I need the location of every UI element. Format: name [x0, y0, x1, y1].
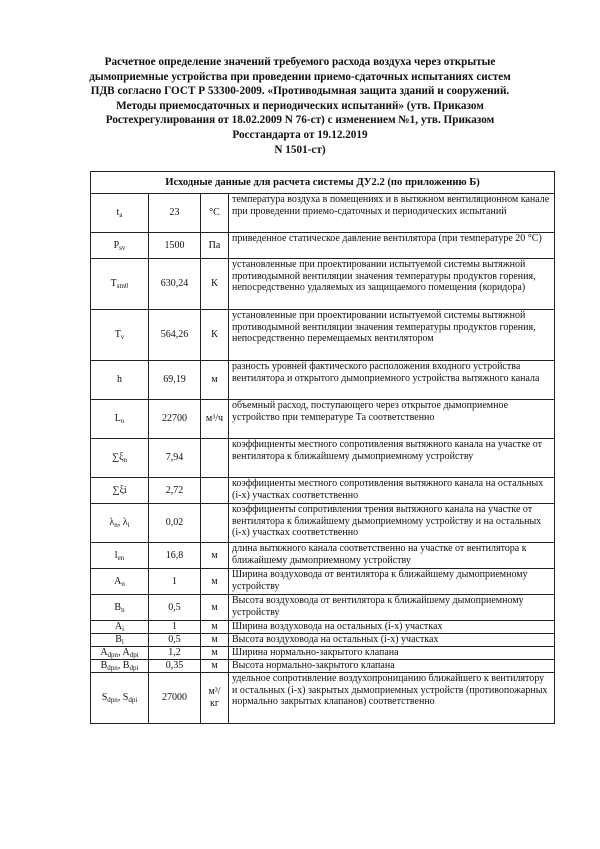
- symbol-base: t: [116, 207, 120, 219]
- row-value: 0,5: [149, 634, 201, 647]
- table-header: Исходные данные для расчета системы ДУ2.2 (по приложению Б): [91, 172, 555, 194]
- symbol-subscript: dpn: [107, 664, 118, 673]
- row-description: длина вытяжного канала соответственно на участке от вентилятора к ближайшему дымоприемному устройству: [229, 543, 555, 569]
- row-value: 0,5: [149, 595, 201, 621]
- row-symbol: $\lambda_n$, $\lambda_i$: [91, 504, 149, 543]
- symbol-base: S: [122, 692, 129, 704]
- table-body: [91, 194, 555, 724]
- row-description: установленные при проектировании испытуемой системы вытяжной противодымной вентиляции значения температуры продуктов горения, непосредственно удаляемых из защищаемого помещения (коридора): [229, 259, 555, 310]
- row-value: 27000: [149, 673, 201, 724]
- row-description: Высота воздуховода от вентилятора к ближайшему дымоприемному устройству: [229, 595, 555, 621]
- table-row: [91, 233, 555, 259]
- row-value: 1,2: [149, 647, 201, 660]
- symbol-base: B: [122, 660, 130, 672]
- symbol-subscript: n: [114, 521, 118, 530]
- row-symbol: [91, 439, 149, 478]
- table-row: [91, 634, 555, 647]
- row-unit: м: [201, 621, 229, 634]
- row-value: 1: [149, 569, 201, 595]
- row-value: 16,8: [149, 543, 201, 569]
- row-symbol: [91, 569, 149, 595]
- symbol-base: λ: [109, 517, 115, 529]
- row-unit: м³/ч: [201, 400, 229, 439]
- symbol-subscript: dpn: [107, 651, 119, 660]
- symbol-subscript: sm0: [116, 282, 129, 291]
- symbol-base: B: [100, 660, 108, 672]
- row-value: 22700: [149, 400, 201, 439]
- symbol-base: B: [114, 601, 122, 613]
- row-description: коэффициенты местного сопротивления вытяжного канала на участке от вентилятора к ближайшему дымоприемному устройству: [229, 439, 555, 478]
- symbol-subscript: dpi: [129, 664, 139, 673]
- symbol-base: l: [114, 549, 118, 561]
- row-value: 0,02: [149, 504, 201, 543]
- row-unit: Па: [201, 233, 229, 259]
- title-line: Росстандарта от 19.12.2019: [232, 128, 368, 141]
- row-description: разность уровней фактического расположения входного устройства вентилятора и открытого дымоприемного устройства вытяжного канала: [229, 361, 555, 400]
- symbol-base: B: [115, 634, 122, 646]
- row-value: 630,24: [149, 259, 201, 310]
- title-line: Ростехрегулирования от 18.02.2009 N 76-ст) с изменением №1, утв. Приказом: [105, 114, 495, 127]
- row-value: 1: [149, 621, 201, 634]
- row-value: 1500: [149, 233, 201, 259]
- table-row: [91, 310, 555, 361]
- row-unit: м: [201, 543, 229, 569]
- symbol-base: S: [101, 692, 108, 704]
- row-description: Высота воздуховода на остальных (i-х) участках: [229, 634, 555, 647]
- row-unit: м: [201, 569, 229, 595]
- row-description: коэффициенты сопротивления трения вытяжного канала на участке от вентилятора к ближайшему дымоприемному устройству и на остальных (i-х) участках соответственно: [229, 504, 555, 543]
- row-symbol: [91, 543, 149, 569]
- row-unit: м: [201, 634, 229, 647]
- symbol-base: λ: [122, 517, 128, 529]
- row-symbol: [91, 478, 149, 504]
- row-unit: К: [201, 310, 229, 361]
- table-row: [91, 504, 555, 543]
- symbol-base: T: [110, 278, 117, 290]
- row-unit: м: [201, 361, 229, 400]
- symbol-base: A: [114, 621, 123, 633]
- row-unit: [201, 478, 229, 504]
- row-unit: °C: [201, 194, 229, 233]
- table-row: [91, 400, 555, 439]
- title-line: ПДВ согласно ГОСТ Р 53300-2009. «Противодымная защита зданий и сооружений.: [90, 85, 510, 98]
- table-row: [91, 259, 555, 310]
- symbol-subscript: sv: [119, 243, 126, 252]
- table-row: [91, 439, 555, 478]
- symbol-base: A: [100, 647, 108, 659]
- title-line: N 1501-ст): [274, 143, 326, 156]
- symbol-subscript: o: [120, 417, 125, 426]
- row-value: 0,35: [149, 660, 201, 673]
- symbol-subscript: i: [122, 625, 125, 634]
- table-row: [91, 673, 555, 724]
- row-symbol: [91, 194, 149, 233]
- symbol-subscript: n: [121, 579, 125, 588]
- table-row: [91, 361, 555, 400]
- row-description: приведенное статическое давление вентилятора (при температуре 20 °С): [229, 233, 555, 259]
- symbol-subscript: v: [120, 333, 125, 342]
- symbol-base: h: [117, 374, 122, 386]
- row-value: 23: [149, 194, 201, 233]
- table-row: [91, 660, 555, 673]
- table-row: [91, 595, 555, 621]
- symbol-base: ∑ξi: [112, 484, 127, 496]
- row-description: удельное сопротивление воздухопроницанию ближайшего к вентилятору и остальных (i-х) закрытых дымоприемных устройств (противопожарных нормально закрытых клапанов) соответственно: [229, 673, 555, 724]
- table-row: [91, 543, 555, 569]
- symbol-base: L: [114, 413, 121, 425]
- symbol-subscript: n: [121, 605, 125, 614]
- row-value: 69,19: [149, 361, 201, 400]
- title-line: Методы приемосдаточных и периодических испытаний» (утв. Приказом: [116, 99, 484, 112]
- row-description: коэффициенты местного сопротивления вытяжного канала на остальных (i-х) участках соответственно: [229, 478, 555, 504]
- row-description: Ширина воздуховода от вентилятора к ближайшему дымоприемному устройству: [229, 569, 555, 595]
- title-line: Расчетное определение значений требуемого расхода воздуха через открытые: [104, 56, 496, 68]
- row-value: 2,72: [149, 478, 201, 504]
- row-unit: м³/кг: [201, 673, 229, 724]
- document-title: [60, 55, 540, 157]
- table-row: [91, 621, 555, 634]
- symbol-base: T: [114, 329, 121, 341]
- table-row: [91, 647, 555, 660]
- row-description: Ширина нормально-закрытого клапана: [229, 647, 555, 660]
- row-symbol: $S_{dpn}$, $S_{dpi}$: [91, 673, 149, 724]
- row-unit: м: [201, 595, 229, 621]
- symbol-subscript: n: [123, 456, 128, 465]
- row-value: 564,26: [149, 310, 201, 361]
- table-header-row: [91, 172, 555, 194]
- symbol-subscript: dpn: [107, 696, 118, 705]
- row-symbol: [91, 634, 149, 647]
- row-unit: м: [201, 660, 229, 673]
- initial-data-table: [90, 171, 555, 724]
- row-symbol: [91, 621, 149, 634]
- row-description: температура воздуха в помещениях и в вытяжном вентиляционном канале при проведении приемо-сдаточных и периодических испытаний: [229, 194, 555, 233]
- row-symbol: [91, 400, 149, 439]
- row-description: Высота нормально-закрытого клапана: [229, 660, 555, 673]
- symbol-subscript: dpi: [129, 651, 139, 660]
- row-symbol: [91, 310, 149, 361]
- symbol-subscript: a: [119, 211, 123, 220]
- symbol-base: A: [122, 647, 130, 659]
- symbol-base: ∑ξ: [111, 452, 124, 464]
- row-unit: [201, 504, 229, 543]
- title-line: дымоприемные устройства при проведении приемо-сдаточных испытаниях систем: [89, 70, 511, 83]
- symbol-subscript: dpi: [128, 696, 138, 705]
- symbol-subscript: i: [121, 638, 124, 647]
- row-description: установленные при проектировании испытуемой системы вытяжной противодымной вентиляции значения температуры продуктов горения, непосредственно перемещаемых вентилятором: [229, 310, 555, 361]
- row-description: объемный расход, поступающего через открытое дымоприемное устройство при температуре Та соответственно: [229, 400, 555, 439]
- symbol-subscript: i: [127, 521, 130, 530]
- row-unit: м: [201, 647, 229, 660]
- table-row: [91, 478, 555, 504]
- row-value: 7,94: [149, 439, 201, 478]
- row-symbol: [91, 595, 149, 621]
- row-symbol: [91, 361, 149, 400]
- symbol-subscript: en: [117, 553, 125, 562]
- row-symbol: [91, 259, 149, 310]
- row-unit: [201, 439, 229, 478]
- row-symbol: $A_{dpn}$, $A_{dpi}$: [91, 647, 149, 660]
- symbol-base: P: [113, 239, 120, 251]
- row-unit: К: [201, 259, 229, 310]
- row-symbol: $B_{dpn}$, $B_{dpi}$: [91, 660, 149, 673]
- row-symbol: [91, 233, 149, 259]
- table-row: [91, 569, 555, 595]
- symbol-base: A: [114, 575, 122, 587]
- row-description: Ширина воздуховода на остальных (i-х) участках: [229, 621, 555, 634]
- table-row: [91, 194, 555, 233]
